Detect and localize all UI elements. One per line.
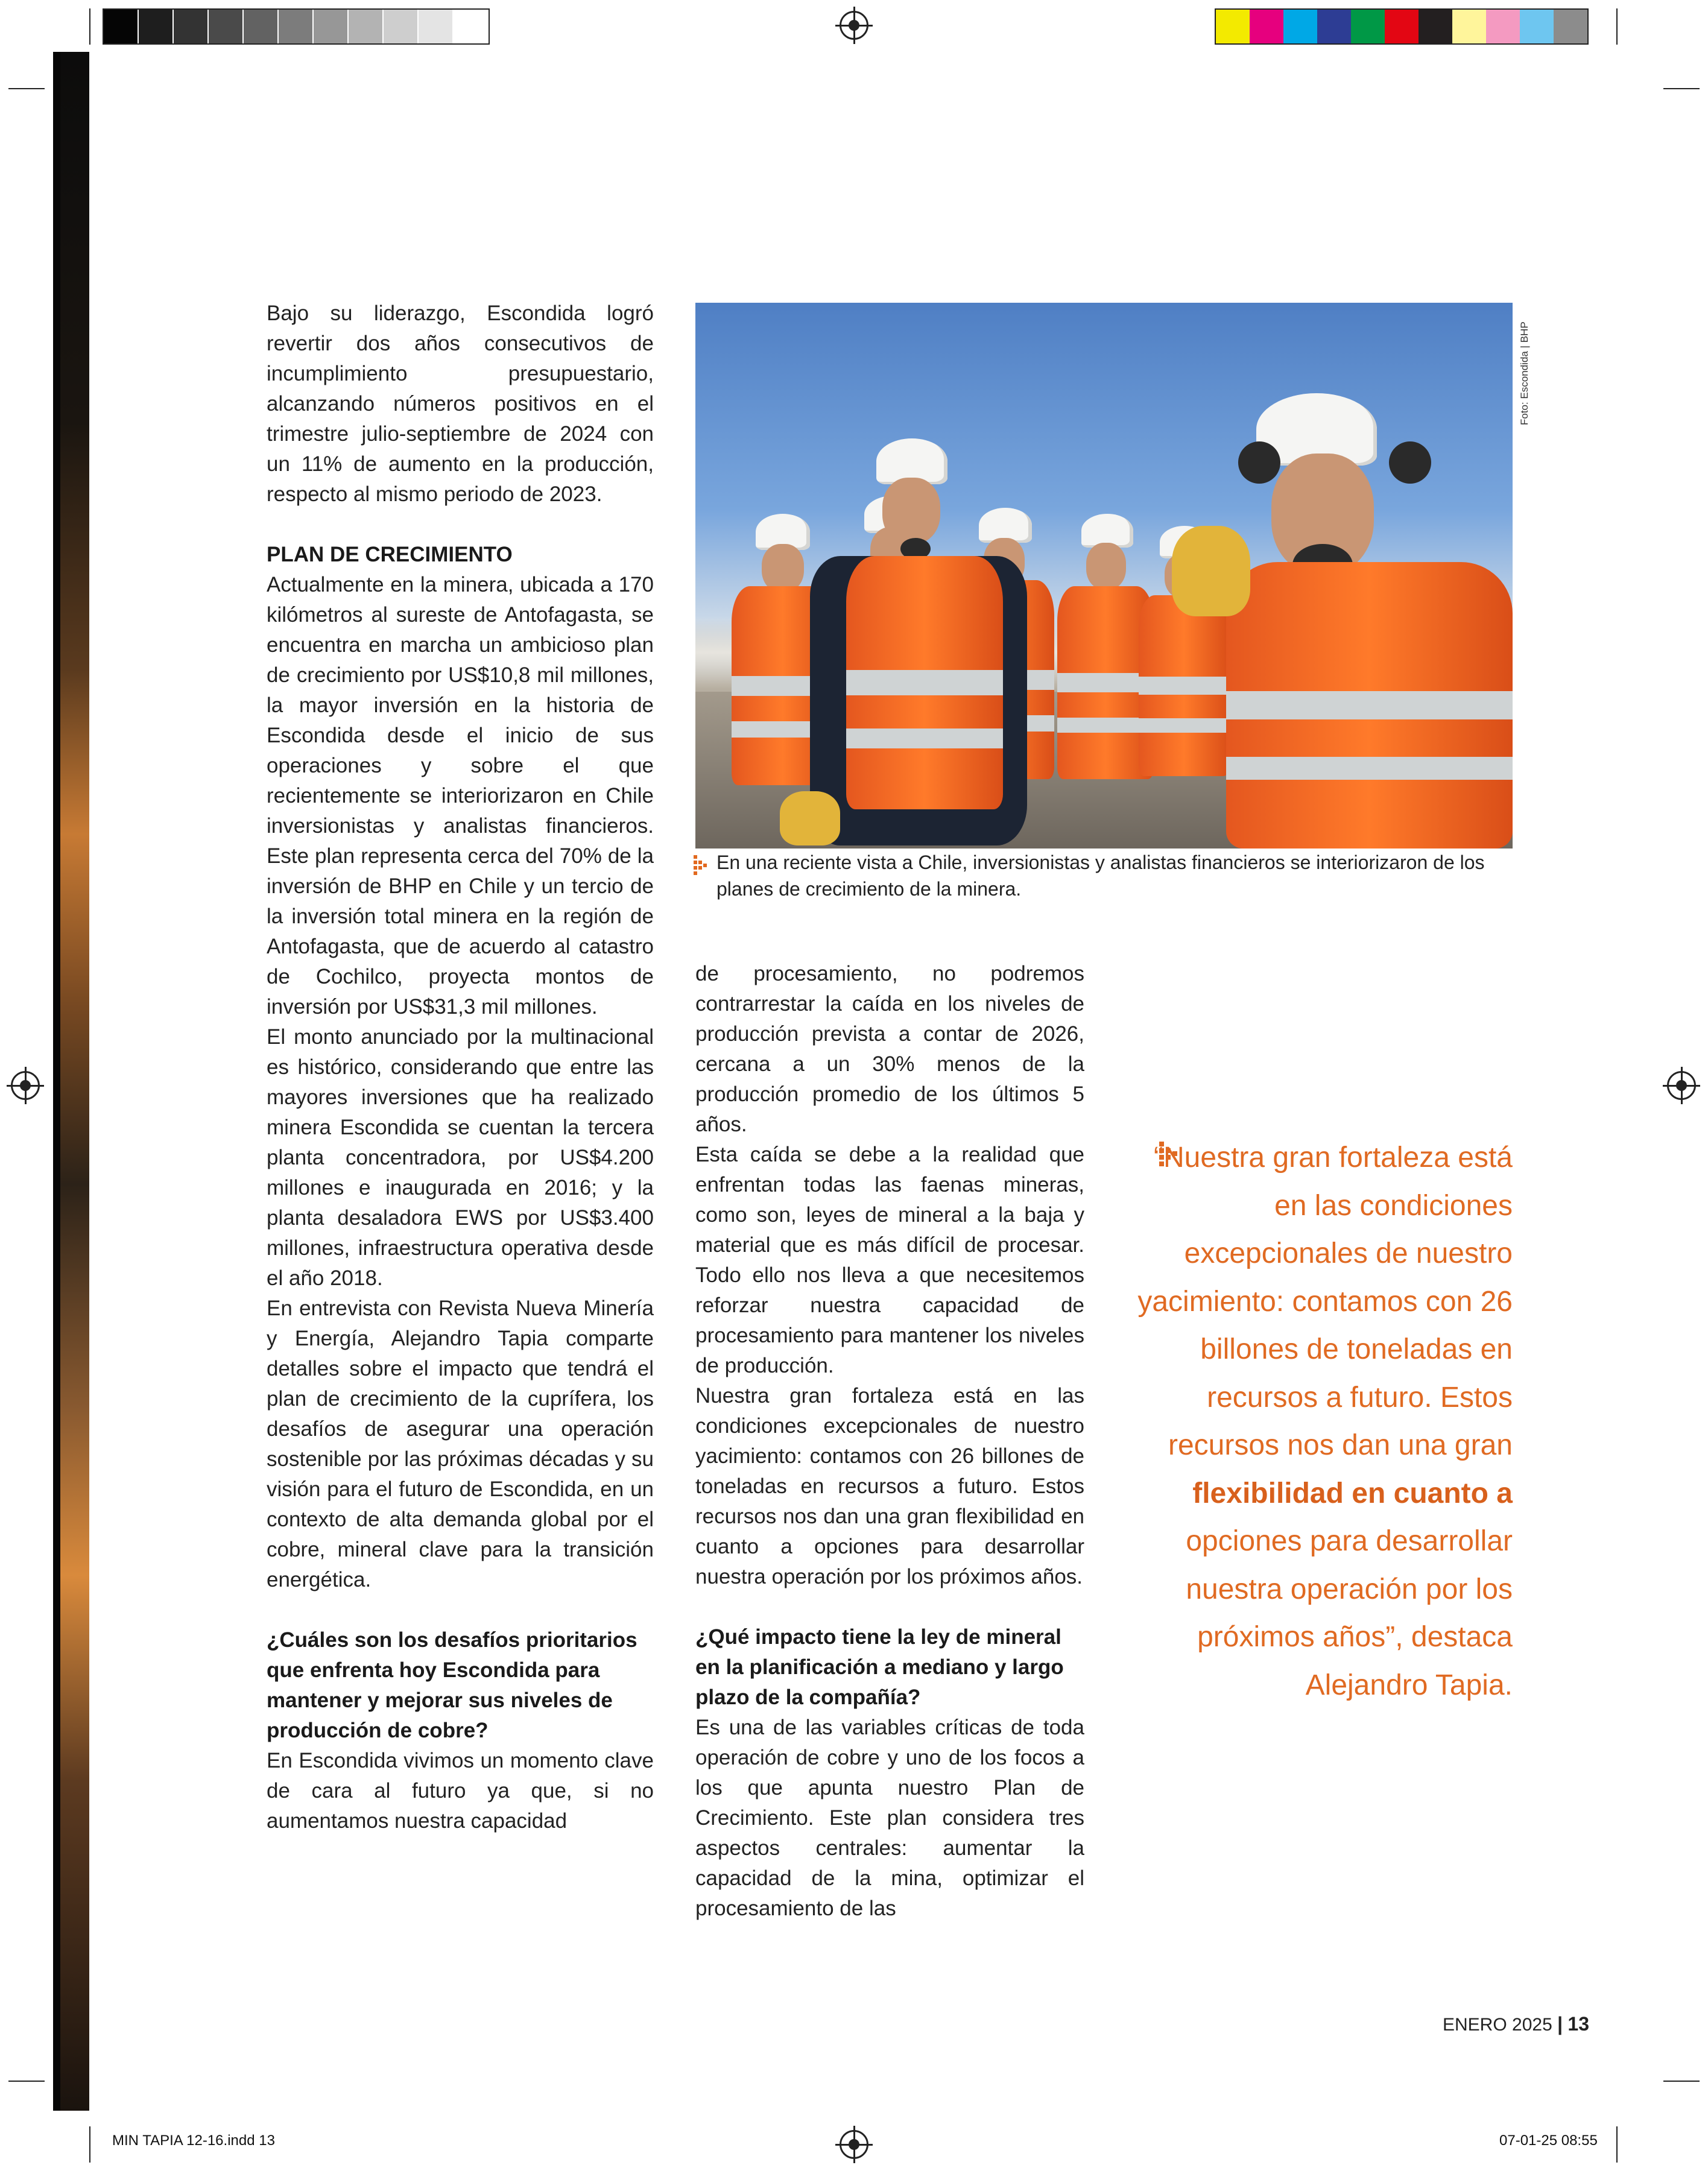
gray-swatch (419, 10, 454, 43)
crop-mark-tr-v (1616, 8, 1618, 45)
color-swatch (1216, 10, 1250, 43)
gray-swatch (384, 10, 419, 43)
gray-swatch (209, 10, 244, 43)
color-swatch (1486, 10, 1520, 43)
color-swatch (1419, 10, 1452, 43)
color-swatch (1283, 10, 1317, 43)
color-swatch (1351, 10, 1385, 43)
gray-swatch (279, 10, 314, 43)
paragraph-interview: En entrevista con Revista Nueva Minería y Energía, Alejandro Tapia comparte detalles sobre el impacto que tendrá el plan de crecimiento de la cuprífera, los desafíos de asegurar una operación sostenible por las próximas décadas y su visión para el futuro de Escondida, en un contexto de alta demanda global por el cobre, mineral clave para la transición energética. (267, 1297, 654, 1591)
paragraph-leadership: Bajo su liderazgo, Escondida logró revertir dos años consecutivos de incumplimiento presupuestario, alcanzando números positivos en el trimestre julio-septiembre de 2024 con un 11% de aumento en la producción, respecto al mismo periodo de 2023. (267, 302, 654, 506)
paragraph-investment-history: El monto anunciado por la multinacional es histórico, considerando que entre las mayores inversiones que ha realizado minera Escondida se cuentan la tercera planta concentradora, por US$4.200 millones e inaugurada en 2016; y la planta desaladora EWS por US$3.400 millones, infraestructura operativa desde el año 2018. (267, 1025, 654, 1290)
bleed-photo-shadow (53, 52, 60, 2111)
paragraph-plan: Actualmente en la minera, ubicada a 170 kilómetros al sureste de Antofagasta, se encuentra en marcha un ambicioso plan de crecimiento por US$10,8 mil millones, la mayor inversión en la historia de Escondida desde el inicio de sus operaciones y sobre el que recientemente se interiorizaron en Chile inversionistas y analistas financieros. Este plan representa cerca del 70% de la inversión de BHP en Chile y un tercio de la inversión total minera en la región de Antofagasta, que de acuerdo al catastro de Cochilco, proyecta montos de inversión por US$31,3 mil millones. (267, 573, 654, 1019)
issue-date: ENERO 2025 (1443, 2015, 1552, 2035)
color-swatch (1554, 10, 1587, 43)
registration-mark-bottom (840, 2130, 868, 2159)
article-photo (695, 303, 1513, 848)
crop-mark-br-h (1663, 2081, 1700, 2082)
interview-question-2: ¿Qué impacto tiene la ley de mineral en la planificación a mediano y largo plazo de la compañía? (695, 1625, 1064, 1709)
color-swatch (1250, 10, 1283, 43)
registration-mark-top (840, 11, 868, 40)
interview-question-1: ¿Cuáles son los desafíos prioritarios que enfrenta hoy Escondida para mantener y mejorar sus niveles de producción de cobre? (267, 1628, 637, 1742)
pull-quote-text-end: opciones para desarrollar nuestra operación por los próximos años”, destaca Alejandro Tapia. (1186, 1525, 1513, 1701)
crop-mark-br-v (1616, 2126, 1618, 2163)
folio-separator: | (1557, 2013, 1563, 2035)
photo-caption: En una reciente vista a Chile, inversionistas y analistas financieros se interiorizaron de los planes de crecimiento de la minera. (716, 852, 1485, 900)
pull-quote-text: “Nuestra gran fortaleza está en las condiciones excepcionales de nuestro yacimiento: contamos con 26 billones de toneladas en recursos a futuro. Estos recursos nos dan una gran (1137, 1142, 1513, 1461)
crop-mark-bl-v (89, 2126, 90, 2163)
gray-calibration-bar (103, 8, 490, 45)
gray-swatch (349, 10, 384, 43)
caption-bullet-icon (694, 855, 707, 874)
color-swatch (1452, 10, 1486, 43)
gray-swatch (104, 10, 139, 43)
registration-mark-right (1667, 1071, 1696, 1100)
paragraph-answer-1: En Escondida vivimos un momento clave de cara al futuro ya que, si no aumentamos nuestra capacidad (267, 1749, 654, 1833)
file-slug: MIN TAPIA 12-16.indd 13 (112, 2132, 275, 2149)
registration-mark-left (11, 1071, 40, 1100)
pull-quote (1134, 1134, 1513, 1709)
paragraph-decline: Esta caída se debe a la realidad que enfrentan todas las faenas mineras, como son, leyes de mineral a la baja y material que es más difícil de procesar. Todo ello nos lleva a que necesitemos reforzar nuestra capacidad de procesamiento para mantener los niveles de producción. (695, 1143, 1084, 1377)
article-column-1 (267, 299, 654, 1836)
paragraph-processing: de procesamiento, no podremos contrarrestar la caída en los niveles de producción prevista a contar de 2026, cercana a un 30% menos de la producción promedio de los últimos 5 años. (695, 962, 1084, 1136)
crop-mark-tr-h (1663, 88, 1700, 89)
crop-mark-tl-h (8, 88, 45, 89)
color-swatch (1317, 10, 1351, 43)
paragraph-answer-2: Es una de las variables críticas de toda operación de cobre y uno de los focos a los que apunta nuestro Plan de Crecimiento. Este plan considera tres aspectos centrales: aumentar la capacidad de la mina, optimizar el procesamiento de las (695, 1716, 1084, 1920)
color-calibration-bar (1215, 8, 1589, 45)
gray-swatch (454, 10, 489, 43)
crop-mark-bl-h (8, 2081, 45, 2082)
pull-quote-emphasis: flexibilidad en cuanto a (1192, 1477, 1513, 1509)
article-column-2 (695, 959, 1084, 1924)
page-folio (1443, 2013, 1589, 2035)
color-swatch (1385, 10, 1419, 43)
gray-swatch (174, 10, 209, 43)
color-swatch (1520, 10, 1554, 43)
section-heading-plan: PLAN DE CRECIMIENTO (267, 543, 513, 566)
photo-credit: Foto: Escondida | BHP (1519, 321, 1530, 425)
print-timestamp: 07-01-25 08:55 (1499, 2132, 1598, 2149)
gray-swatch (314, 10, 349, 43)
paragraph-strength: Nuestra gran fortaleza está en las condiciones excepcionales de nuestro yacimiento: contamos con 26 billones de toneladas en recursos a futuro. Estos recursos nos dan una gran flexibilidad en cuanto a opciones para desarrollar nuestra operación por los próximos años. (695, 1384, 1084, 1588)
gray-swatch (139, 10, 174, 43)
page-number: 13 (1567, 2013, 1589, 2035)
crop-mark-tl-v (89, 8, 90, 45)
gray-swatch (244, 10, 279, 43)
